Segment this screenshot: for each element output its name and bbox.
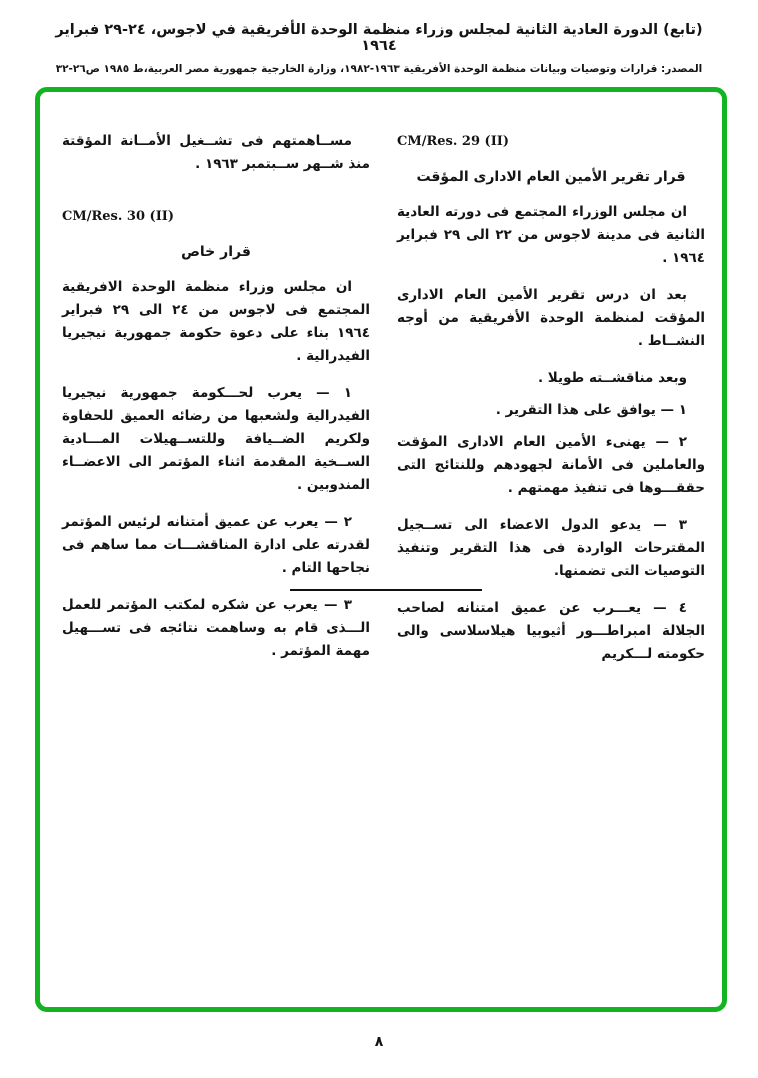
resolution-29-continuation: مســاهمتهم فى تشــغيل الأمــانة المؤقتة منذ شــهر ســبتمبر ١٩٦٣ . [62, 133, 370, 172]
header-session-title: (تابع) الدورة العادية الثانية لمجلس وزراء منظمة الوحدة الأفريقية في لاجوس، ٢٤-٢٩ فبراير ١٩٦٤ [55, 22, 703, 54]
resolution-29-paragraph: بعد ان درس تقرير الأمين العام الادارى المؤقت لمنظمة الوحدة الأفريقية من أوجه النشــاط . [397, 287, 705, 349]
resolution-30-paragraph: ٢ — يعرب عن عميق أمتنانه لرئيس المؤتمر لقدرته على ادارة المناقشـــات مما ساهم فى نجاحها التام . [62, 514, 370, 576]
resolution-30-title: قرار خاص [181, 244, 251, 260]
resolution-30-paragraph: ٣ — يعرب عن شكره لمكتب المؤتمر للعمل الـــذى قام به وساهمت نتائجه فى تســـهيل مهمة المؤتمر . [62, 597, 370, 659]
resolution-29-paragraph: ٤ — يعـــرب عن عميق امتنانه لصاحب الجلالة امبراطـــور أثيوبيا هيلاسلاسى والى حكومته لـــكريم [397, 600, 705, 662]
resolution-29-paragraph: ان مجلس الوزراء المجتمع فى دورته العادية الثانية فى مدينة لاجوس من ٢٢ الى ٢٩ فبراير ١٩٦٤ . [397, 204, 705, 266]
resolution-29-code: CM/Res. 29 (II) [397, 134, 510, 149]
page-header [55, 22, 703, 75]
resolution-30-code: CM/Res. 30 (II) [62, 209, 175, 224]
header-source-line: المصدر: قرارات وتوصيات وبيانات منظمة الوحدة الأفريقية ١٩٦٣-١٩٨٢، وزارة الخارجية جمهورية مصر العربية،ط ١٩٨٥ ص٢٦-٣٢ [55, 63, 703, 75]
section-divider-line [290, 589, 482, 591]
resolution-30-paragraph: ١ — يعرب لحـــكومة جمهورية نيجيريا الفيدرالية ولشعبها من رضائه العميق للحفاوة ولكريم الضــيافة وللتســهيلات المـــادية الســخية المقدمة اثناء المؤتمر الى الاعضــاء المندوبين . [62, 385, 370, 493]
column-resolution-29 [397, 130, 705, 680]
resolution-29-paragraph: ٢ — يهنىء الأمين العام الادارى المؤقت والعاملين فى الأمانة لجهودهم وللنتائج التى حققـــوها فى تنفيذ مهمتهم . [397, 434, 705, 496]
resolution-29-paragraph: ١ — يوافق على هذا التقرير . [495, 402, 687, 418]
resolution-29-paragraph: ٣ — يدعو الدول الاعضاء الى تســجيل المقترحات الواردة فى هذا التقرير وتنفيذ التوصيات التى تضمنها. [397, 517, 705, 579]
column-resolution-30 [62, 130, 370, 677]
resolution-30-paragraph: ان مجلس وزراء منظمة الوحدة الافريقية المجتمع فى لاجوس من ٢٤ الى ٢٩ فبراير ١٩٦٤ بناء على دعوة حكومة جمهورية نيجيريا الفيدرالية . [62, 279, 370, 364]
resolution-29-paragraph: وبعد مناقشــته طويلا . [537, 370, 687, 386]
resolution-29-title: قرار تقرير الأمين العام الادارى المؤقت [416, 169, 686, 185]
page-number: ٨ [374, 1034, 384, 1050]
